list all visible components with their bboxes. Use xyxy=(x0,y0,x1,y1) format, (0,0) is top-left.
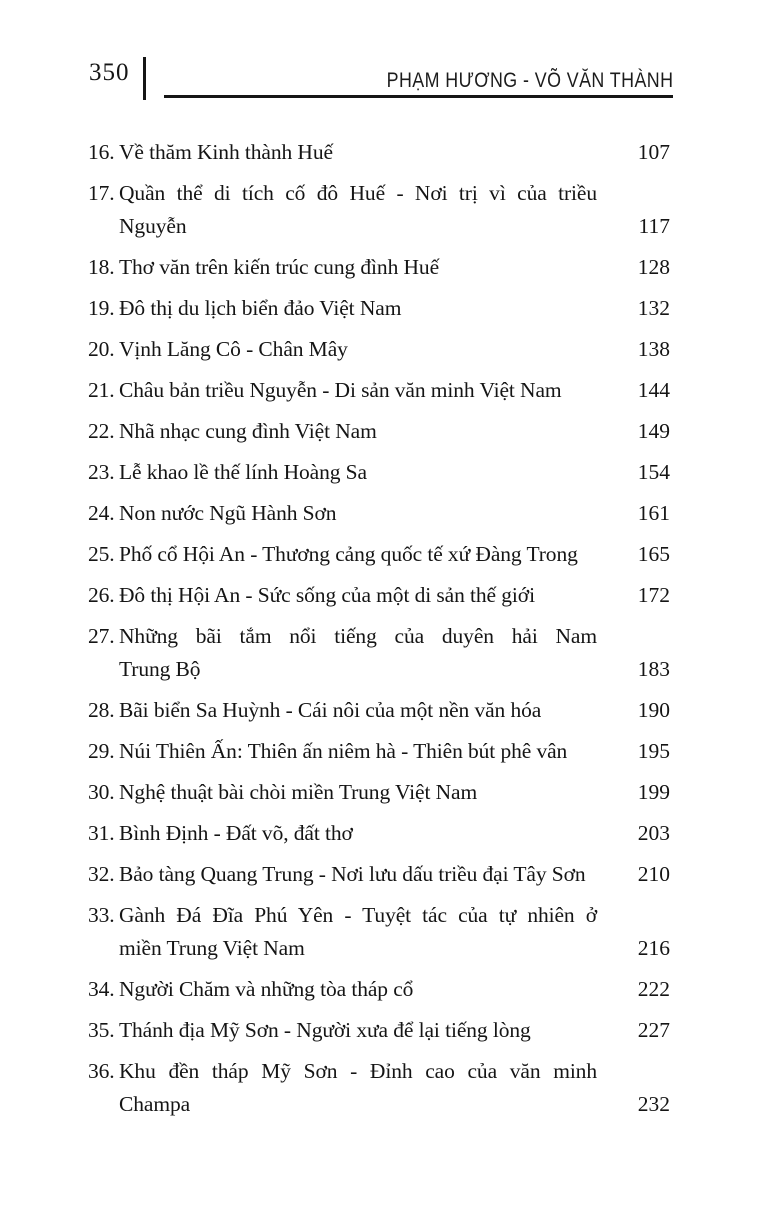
toc-entry xyxy=(88,292,670,325)
entry-title-text: Người Chăm và những tòa tháp cổ xyxy=(119,977,414,1001)
entry-title-line xyxy=(88,456,597,489)
entry-title xyxy=(88,292,597,325)
entry-number: 31. xyxy=(88,821,115,845)
toc-entry xyxy=(88,735,670,768)
entry-title-line xyxy=(88,136,597,169)
entry-title-line xyxy=(88,694,597,727)
entry-title-line xyxy=(88,620,597,653)
entry-title-line xyxy=(88,579,597,612)
entry-number: 22. xyxy=(88,419,115,443)
running-header xyxy=(164,54,673,94)
entry-page-number: 144 xyxy=(637,378,670,402)
toc-entry xyxy=(88,1055,670,1121)
entry-title-line xyxy=(88,735,597,768)
entry-title xyxy=(88,776,597,809)
toc-entry xyxy=(88,579,670,612)
entry-number: 23. xyxy=(88,460,115,484)
entry-title-line xyxy=(88,973,597,1006)
entry-title xyxy=(88,899,597,965)
entry-page-number: 149 xyxy=(637,419,670,443)
entry-title-text: Đô thị Hội An - Sức sống của một di sản thế giới xyxy=(119,583,535,607)
entry-title xyxy=(88,1014,597,1047)
folio-divider xyxy=(143,57,146,100)
entry-title xyxy=(88,136,597,169)
entry-number: 18. xyxy=(88,255,115,279)
entry-title-text: Những bãi tắm nổi tiếng của duyên hải Nam xyxy=(119,624,597,648)
entry-title-line: Champa xyxy=(119,1092,191,1116)
entry-page-number: 165 xyxy=(637,542,670,566)
toc-entry xyxy=(88,456,670,489)
toc-entry xyxy=(88,415,670,448)
entry-page-number: 203 xyxy=(637,821,670,845)
toc-entry xyxy=(88,899,670,965)
toc-entry xyxy=(88,374,670,407)
entry-title xyxy=(88,1055,597,1121)
entry-title-line xyxy=(88,776,597,809)
header-rule xyxy=(164,95,673,98)
entry-number: 17. xyxy=(88,181,115,205)
entry-title-text: Nghệ thuật bài chòi miền Trung Việt Nam xyxy=(119,780,478,804)
entry-number: 27. xyxy=(88,624,115,648)
entry-title-text: Lễ khao lề thế lính Hoàng Sa xyxy=(119,460,367,484)
toc-entry xyxy=(88,620,670,686)
entry-title-text: Phố cổ Hội An - Thương cảng quốc tế xứ Đàng Trong xyxy=(119,542,578,566)
entry-title xyxy=(88,694,597,727)
entry-title xyxy=(88,858,597,891)
entry-title-line xyxy=(88,292,597,325)
entry-title xyxy=(88,177,597,243)
entry-title-line xyxy=(88,497,597,530)
entry-number: 16. xyxy=(88,140,115,164)
toc-entry xyxy=(88,333,670,366)
toc-entry xyxy=(88,817,670,850)
entry-title-text: Non nước Ngũ Hành Sơn xyxy=(119,501,337,525)
entry-title-line xyxy=(88,858,597,891)
entry-title-line xyxy=(88,1055,597,1088)
entry-title-text: Khu đền tháp Mỹ Sơn - Đỉnh cao của văn minh xyxy=(119,1059,597,1083)
entry-page-number: 107 xyxy=(637,140,670,164)
entry-page-number: 183 xyxy=(637,657,670,681)
toc-entry xyxy=(88,497,670,530)
entry-title-text: Thơ văn trên kiến trúc cung đình Huế xyxy=(119,255,440,279)
entry-title-line xyxy=(88,415,597,448)
entry-number: 35. xyxy=(88,1018,115,1042)
entry-page-number: 227 xyxy=(637,1018,670,1042)
entry-title-line: Trung Bộ xyxy=(119,657,201,681)
entry-title xyxy=(88,251,597,284)
entry-number: 20. xyxy=(88,337,115,361)
entry-page-number: 172 xyxy=(637,583,670,607)
entry-title xyxy=(88,735,597,768)
entry-title-line xyxy=(88,374,597,407)
entry-page-number: 138 xyxy=(637,337,670,361)
entry-number: 29. xyxy=(88,739,115,763)
entry-title-line xyxy=(88,899,597,932)
toc-list xyxy=(88,136,670,1129)
entry-title-text: Châu bản triều Nguyễn - Di sản văn minh Việt Nam xyxy=(119,378,562,402)
entry-page-number: 199 xyxy=(637,780,670,804)
entry-title xyxy=(88,497,597,530)
entry-title-text: Bãi biển Sa Huỳnh - Cái nôi của một nền văn hóa xyxy=(119,698,542,722)
entry-title-line: Nguyễn xyxy=(119,214,187,238)
running-header-title: PHẠM HƯƠNG - VÕ VĂN THÀNH xyxy=(386,69,673,92)
entry-page-number: 210 xyxy=(637,862,670,886)
entry-number: 34. xyxy=(88,977,115,1001)
entry-number: 25. xyxy=(88,542,115,566)
entry-title xyxy=(88,973,597,1006)
entry-number: 26. xyxy=(88,583,115,607)
entry-title-text: Nhã nhạc cung đình Việt Nam xyxy=(119,419,377,443)
entry-title-text: Vịnh Lăng Cô - Chân Mây xyxy=(119,337,348,361)
entry-number: 32. xyxy=(88,862,115,886)
entry-title-line xyxy=(88,333,597,366)
entry-number: 19. xyxy=(88,296,115,320)
entry-title xyxy=(88,415,597,448)
entry-number: 30. xyxy=(88,780,115,804)
entry-page-number: 216 xyxy=(637,936,670,960)
page-number-folio: 350 xyxy=(89,59,130,86)
entry-number: 36. xyxy=(88,1059,115,1083)
entry-title-line xyxy=(88,251,597,284)
toc-entry xyxy=(88,251,670,284)
entry-title xyxy=(88,333,597,366)
entry-page-number: 132 xyxy=(637,296,670,320)
entry-title-text: Núi Thiên Ấn: Thiên ấn niêm hà - Thiên bút phê vân xyxy=(119,739,568,763)
toc-entry xyxy=(88,1014,670,1047)
entry-page-number: 190 xyxy=(637,698,670,722)
entry-number: 21. xyxy=(88,378,115,402)
entry-page-number: 154 xyxy=(637,460,670,484)
entry-title-text: Bình Định - Đất võ, đất thơ xyxy=(119,821,353,845)
toc-entry xyxy=(88,776,670,809)
entry-title-line xyxy=(88,1014,597,1047)
toc-entry xyxy=(88,973,670,1006)
toc-entry xyxy=(88,538,670,571)
entry-title-line xyxy=(88,177,597,210)
entry-page-number: 195 xyxy=(637,739,670,763)
entry-title-text: Quần thể di tích cố đô Huế - Nơi trị vì của triều xyxy=(119,181,597,205)
entry-number: 28. xyxy=(88,698,115,722)
entry-title xyxy=(88,374,597,407)
entry-title-text: Bảo tàng Quang Trung - Nơi lưu dấu triều đại Tây Sơn xyxy=(119,862,586,886)
entry-title-text: Về thăm Kinh thành Huế xyxy=(119,140,333,164)
entry-title-line xyxy=(88,538,597,571)
entry-title xyxy=(88,456,597,489)
toc-entry xyxy=(88,694,670,727)
entry-title-text: Gành Đá Đĩa Phú Yên - Tuyệt tác của tự nhiên ở xyxy=(119,903,597,927)
entry-title-line: miền Trung Việt Nam xyxy=(119,936,305,960)
toc-entry xyxy=(88,177,670,243)
entry-title-text: Thánh địa Mỹ Sơn - Người xưa để lại tiếng lòng xyxy=(119,1018,531,1042)
entry-title xyxy=(88,620,597,686)
entry-page-number: 117 xyxy=(638,214,670,238)
entry-page-number: 161 xyxy=(637,501,670,525)
entry-page-number: 222 xyxy=(637,977,670,1001)
entry-page-number: 232 xyxy=(637,1092,670,1116)
entry-page-number: 128 xyxy=(637,255,670,279)
toc-entry xyxy=(88,136,670,169)
entry-number: 33. xyxy=(88,903,115,927)
entry-title xyxy=(88,817,597,850)
entry-title xyxy=(88,538,597,571)
entry-title-text: Đô thị du lịch biển đảo Việt Nam xyxy=(119,296,402,320)
toc-entry xyxy=(88,858,670,891)
entry-title xyxy=(88,579,597,612)
entry-number: 24. xyxy=(88,501,115,525)
entry-title-line xyxy=(88,817,597,850)
